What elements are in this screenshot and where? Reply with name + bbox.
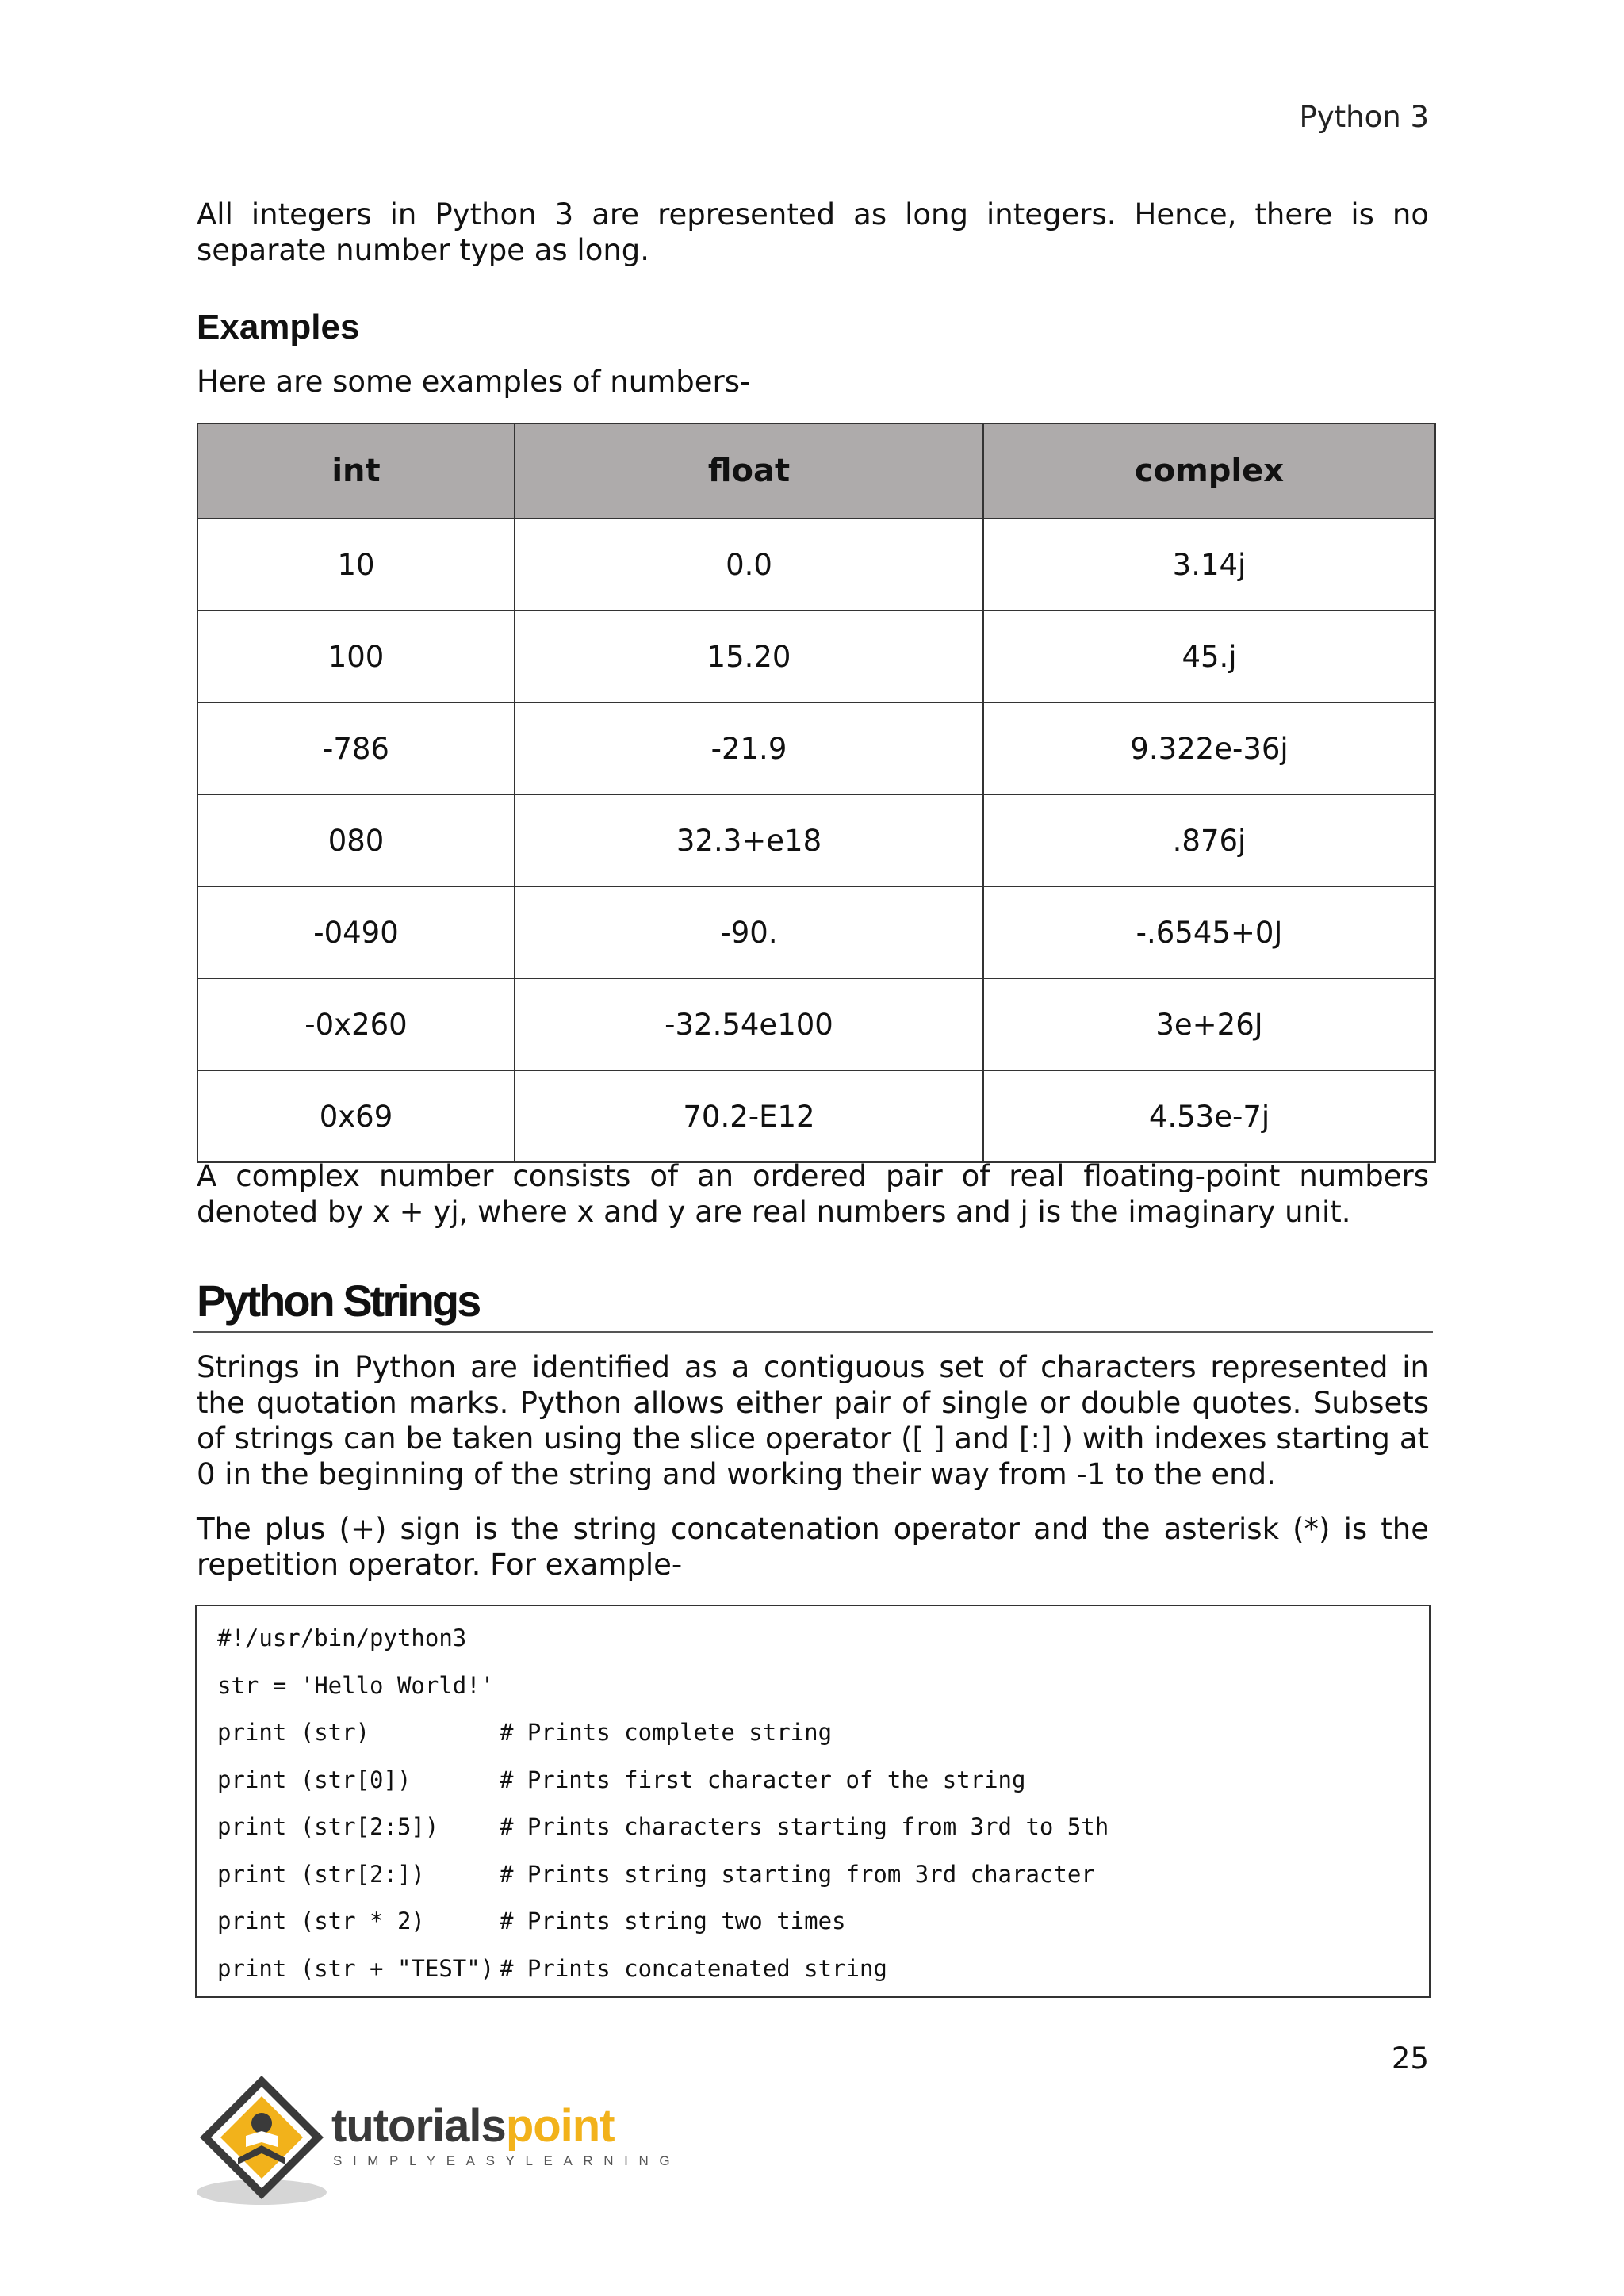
code-line: print (str[2:]) # Prints string starting from 3rd character: [217, 1860, 1095, 1888]
table-row: [197, 886, 1435, 978]
table-cell: 10: [197, 519, 515, 610]
strings-paragraph-2: The plus (+) sign is the string concatenation operator and the asterisk (*) is the repetition operator. For example-: [197, 1512, 1429, 1582]
examples-heading: Examples: [197, 308, 360, 346]
table-header-row: [197, 423, 1435, 519]
table-row: [197, 610, 1435, 702]
complex-note-paragraph: A complex number consists of an ordered pair of real floating-point numbers denoted by x + yj, where x and y are real numbers and j is the imaginary unit.: [197, 1159, 1429, 1229]
code-line: print (str) # Prints complete string: [217, 1719, 833, 1746]
table-cell: 3e+26J: [983, 978, 1435, 1070]
examples-lead: Here are some examples of numbers-: [197, 365, 751, 399]
code-line: print (str * 2) # Prints string two times: [217, 1908, 846, 1934]
table-row: [197, 1070, 1435, 1162]
table-cell: 0x69: [197, 1070, 515, 1162]
table-cell: 100: [197, 610, 515, 702]
table-cell: 70.2-E12: [515, 1070, 983, 1162]
table-row: [197, 519, 1435, 610]
table-cell: 9.322e-36j: [983, 702, 1435, 794]
number-examples-table: [197, 423, 1436, 1163]
strings-paragraph-1: Strings in Python are identified as a contiguous set of characters represented in the quotation marks. Python allows either pair of single or double quotes. Subsets of strings can be taken using the slice operator ([ ] and [:] ) with indexes starting at 0 in the beginning of the string and working their way from -1 to the end.: [197, 1350, 1429, 1491]
table-cell: -0490: [197, 886, 515, 978]
table-cell: .876j: [983, 794, 1435, 886]
table-cell: 32.3+e18: [515, 794, 983, 886]
table-cell: -21.9: [515, 702, 983, 794]
table-row: [197, 978, 1435, 1070]
page-number: 25: [1391, 2042, 1429, 2076]
column-header: complex: [983, 423, 1435, 519]
heading-rule: [193, 1331, 1433, 1333]
intro-paragraph: All integers in Python 3 are represented as long integers. Hence, there is no separate number type as long.: [197, 197, 1429, 267]
table-cell: 3.14j: [983, 519, 1435, 610]
code-line: str = 'Hello World!': [217, 1671, 495, 1699]
logo-wordmark: tutorialspoint: [331, 2100, 615, 2152]
logo-tagline: SIMPLYEASYLEARNING: [333, 2153, 681, 2168]
table-cell: -0x260: [197, 978, 515, 1070]
table-cell: 4.53e-7j: [983, 1070, 1435, 1162]
code-line: print (str[2:5]) # Prints characters starting from 3rd to 5th: [217, 1813, 1109, 1840]
table-cell: -90.: [515, 886, 983, 978]
table-cell: 0.0: [515, 519, 983, 610]
table-cell: 45.j: [983, 610, 1435, 702]
table-row: [197, 702, 1435, 794]
column-header: float: [515, 423, 983, 519]
code-line: print (str + "TEST") # Prints concatenated string: [217, 1954, 887, 1982]
table-cell: -.6545+0J: [983, 886, 1435, 978]
running-header: Python 3: [1299, 100, 1429, 134]
column-header: int: [197, 423, 515, 519]
table-cell: 080: [197, 794, 515, 886]
code-line: print (str[0]) # Prints first character of the string: [217, 1766, 1026, 1793]
code-line: #!/usr/bin/python3: [217, 1624, 467, 1651]
table-row: [197, 794, 1435, 886]
table-cell: -786: [197, 702, 515, 794]
python-strings-heading: Python Strings: [197, 1276, 480, 1326]
table-cell: 15.20: [515, 610, 983, 702]
table-cell: -32.54e100: [515, 978, 983, 1070]
code-block: [195, 1605, 1431, 1998]
